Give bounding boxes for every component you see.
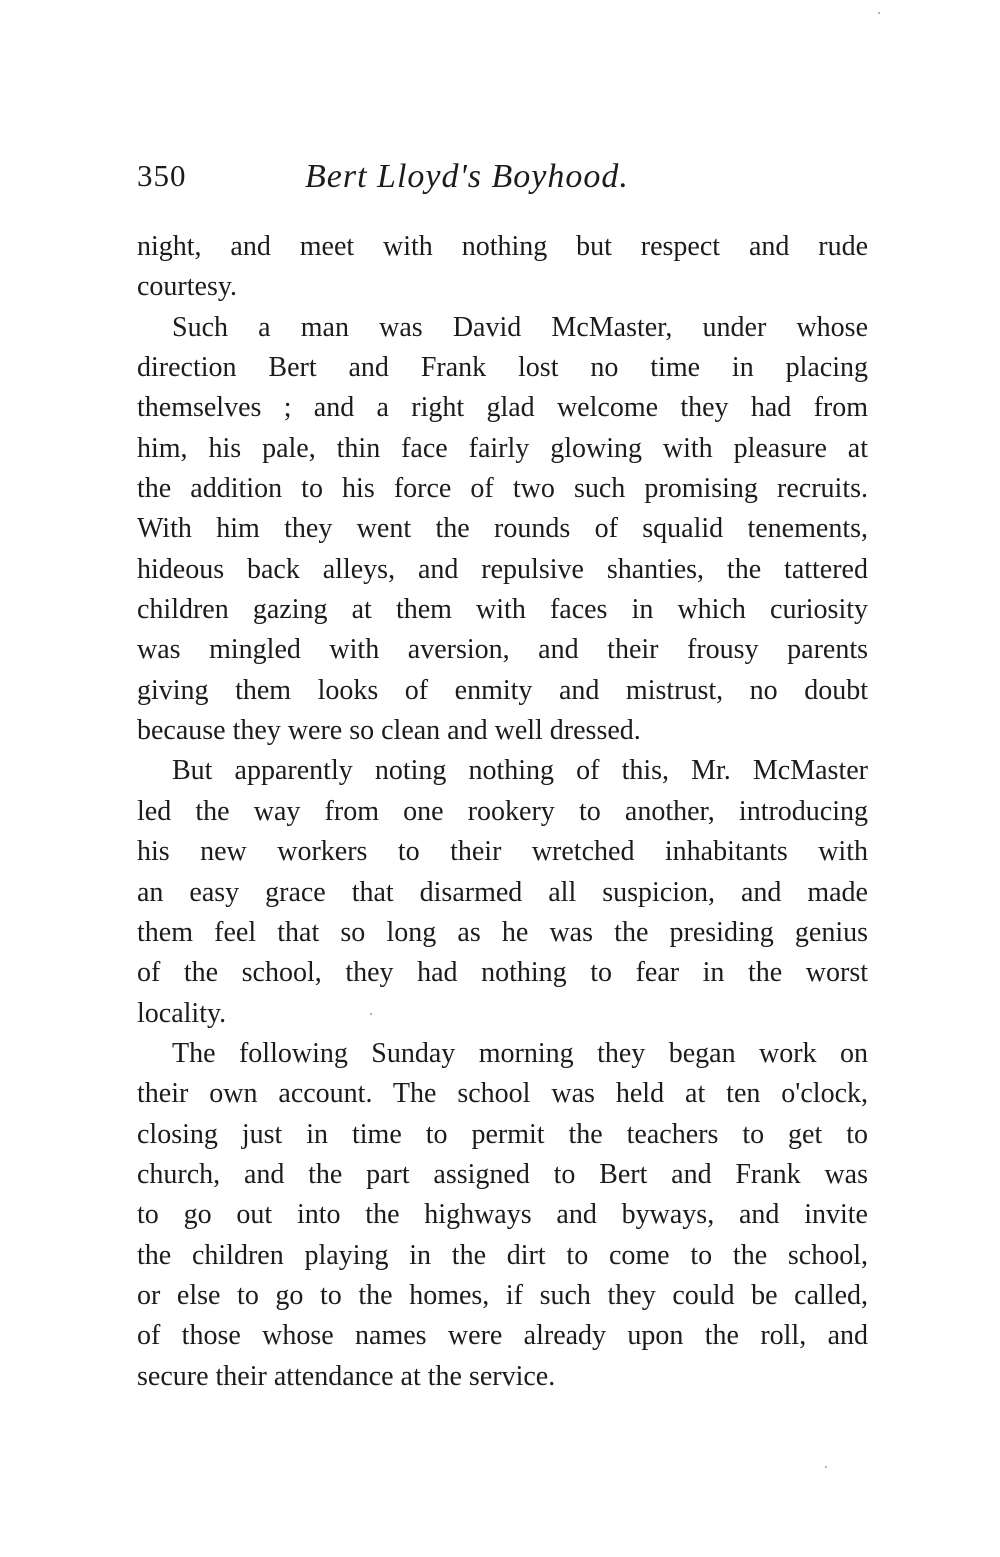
text-line: the addition to his force of two such promising recruits. [137,473,868,505]
text-line: closing just in time to permit the teachers to get to [137,1118,868,1150]
page-header [137,158,877,218]
text-line: The following Sunday morning they began work on [172,1037,868,1069]
text-line: was mingled with aversion, and their frousy parents [137,634,868,666]
text-line: direction Bert and Frank lost no time in placing [137,352,868,384]
text-line: the children playing in the dirt to come to the school, [137,1239,868,1271]
text-line: their own account. The school was held at ten o'clock, [137,1078,868,1110]
text-line: because they were so clean and well dressed. [137,715,641,747]
text-line: of the school, they had nothing to fear in the worst [137,957,868,989]
text-line: hideous back alleys, and repulsive shanties, the tattered [137,553,868,585]
text-line: But apparently noting nothing of this, Mr. McMaster [172,755,868,787]
text-line: him, his pale, thin face fairly glowing with pleasure at [137,432,868,464]
text-line: church, and the part assigned to Bert and Frank was [137,1158,868,1190]
text-line: of those whose names were already upon the roll, and [137,1320,868,1352]
text-line: secure their attendance at the service. [137,1360,556,1392]
text-line: courtesy. [137,271,238,303]
running-title: Bert Lloyd's Boyhood. [305,158,629,195]
text-line: children gazing at them with faces in which curiosity [137,594,868,626]
text-line: or else to go to the homes, if such they could be called, [137,1279,868,1311]
text-line: Such a man was David McMaster, under whose [172,311,868,343]
text-line: his new workers to their wretched inhabitants with [137,836,868,868]
text-line: themselves ; and a right glad welcome they had from [137,392,868,424]
text-line: led the way from one rookery to another, introducing [137,795,868,827]
body-text [137,227,868,1397]
text-line: an easy grace that disarmed all suspicion, and made [137,876,868,908]
text-line: With him they went the rounds of squalid tenements, [137,513,868,545]
scan-speck [370,1013,372,1015]
page-number: 350 [137,158,187,193]
text-line: locality. [137,997,227,1029]
text-line: giving them looks of enmity and mistrust, no doubt [137,674,868,706]
text-line: to go out into the highways and byways, and invite [137,1199,868,1231]
text-line: them feel that so long as he was the presiding genius [137,916,868,948]
scan-speck [825,1466,827,1468]
scan-speck [878,12,880,14]
text-line: night, and meet with nothing but respect and rude [137,231,868,262]
